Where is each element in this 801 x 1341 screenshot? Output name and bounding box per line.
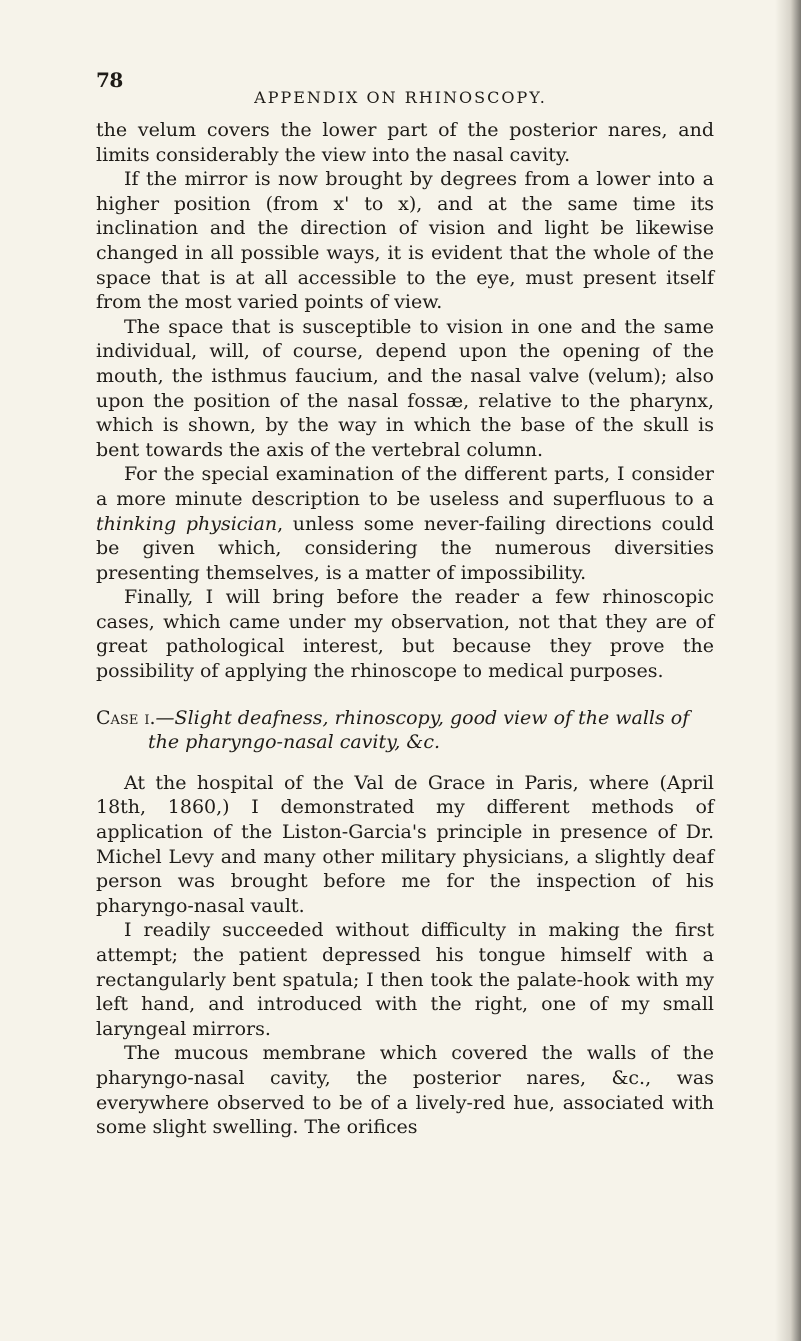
case-title: —Slight deafness, rhinoscopy, good view of the walls of the pharyngo-nasal cavity, &c. [148, 706, 690, 754]
paragraph-text: , unless some never-failing directions could be given which, considering the numerous diversities presenting themselves, is a matter of impossibility. [96, 512, 714, 584]
paragraph-visible-space: The space that is susceptible to vision in one and the same individual, will, of course, depend upon the opening of the mouth, the isthmus faucium, and the nasal valve (velum); also upon the position of the nasal fossæ, relative to the pharynx, which is shown, by the way in which the base of the skull is bent towards the axis of the vertebral column. [96, 315, 714, 461]
page-body [96, 118, 714, 1140]
paragraph-continuation: the velum covers the lower part of the posterior nares, and limits considerably the view into the nasal cavity. [96, 119, 714, 166]
page-number: 78 [96, 68, 123, 92]
italic-phrase: thinking physician [96, 512, 278, 535]
paragraph-mirror-position: If the mirror is now brought by degrees from a lower into a higher position (from x' to x), and at the same time its inclination and the direction of vision and light be likewise changed in all possible ways, it is evident that the whole of the space that is at all accessible to the eye, must present itself from the most varied points of view. [96, 168, 714, 314]
paragraph-case-mucous: The mucous membrane which covered the walls of the pharyngo-nasal cavity, the posterior nares, &c., was everywhere observed to be of a lively-red hue, associated with some slight swelling. The orifices [96, 1042, 714, 1139]
running-head: APPENDIX ON RHINOSCOPY. [254, 88, 547, 107]
case-label: Case i. [96, 706, 156, 729]
paragraph-text: For the special examination of the different parts, I consider a more minute description to be useless and superfluous to a [96, 463, 714, 510]
paragraph-finally: Finally, I will bring before the reader a few rhinoscopic cases, which came under my observation, not that they are of great pathological interest, but because they prove the possibility of applying the rhinoscope to medical purposes. [96, 586, 714, 683]
case-heading [96, 706, 714, 755]
page-edge-shadow [775, 0, 801, 1341]
paragraph-case-attempt: I readily succeeded without difficulty in making the first attempt; the patient depressed his tongue himself with a rectangularly bent spatula; I then took the palate-hook with my left hand, and introduced with the right, one of my small laryngeal mirrors. [96, 919, 714, 1040]
paragraph-special-examination [96, 462, 714, 585]
paragraph-case-hospital: At the hospital of the Val de Grace in Paris, where (April 18th, 1860,) I demonstrated my different methods of application of the Liston-Garcia's principle in presence of Dr. Michel Levy and many other military physicians, a slightly deaf person was brought before me for the inspection of his pharyngo-nasal vault. [96, 771, 714, 917]
